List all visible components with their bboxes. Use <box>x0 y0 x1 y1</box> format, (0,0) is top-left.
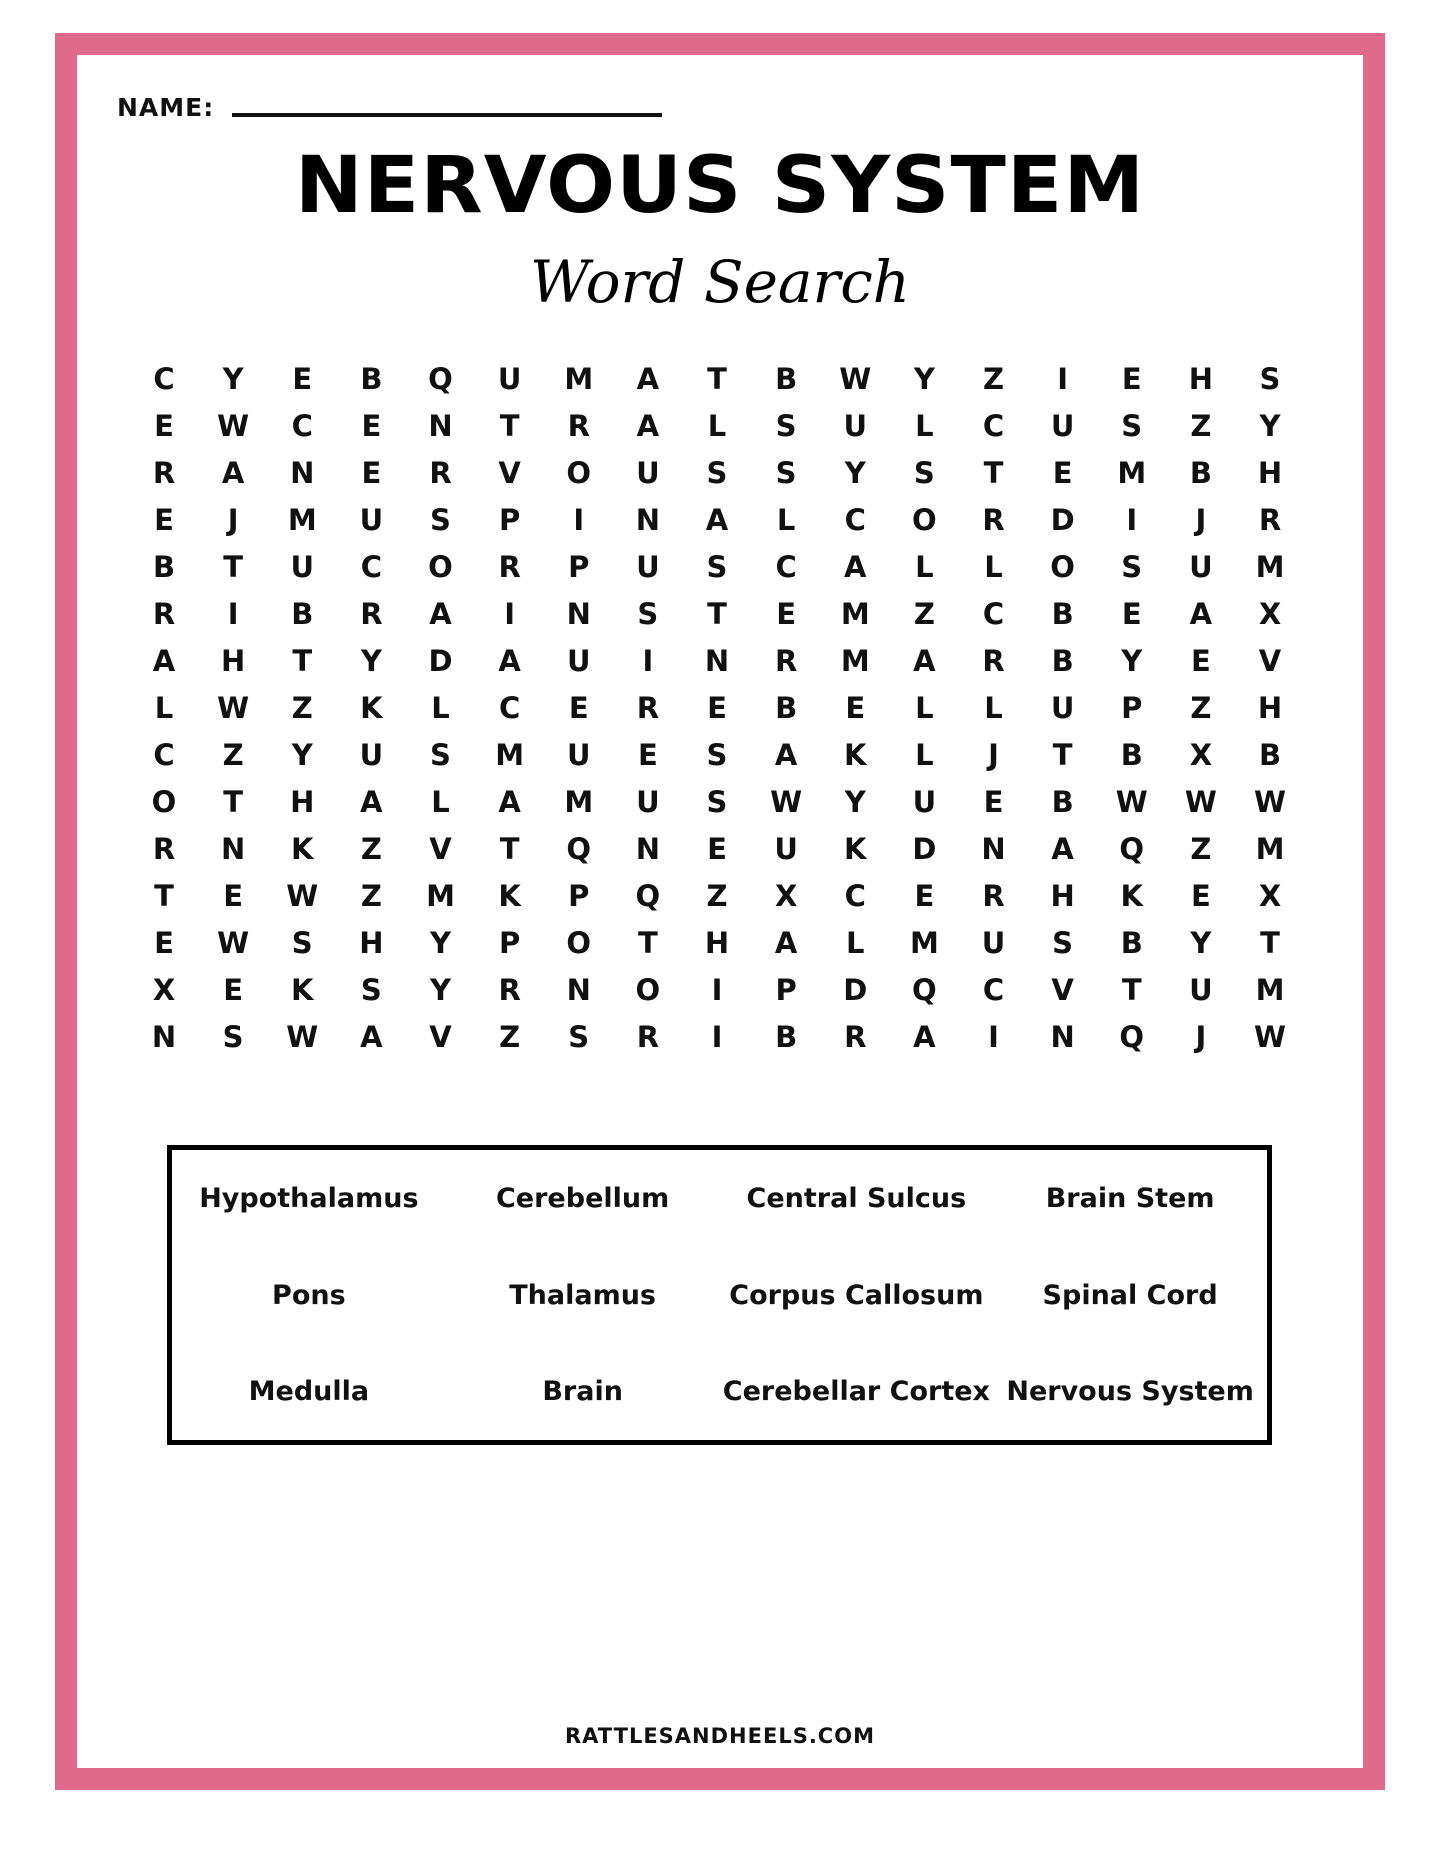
grid-letter[interactable]: S <box>706 784 728 819</box>
grid-letter[interactable]: I <box>573 502 585 537</box>
grid-letter[interactable]: Z <box>706 878 728 913</box>
grid-letter[interactable]: B <box>775 1019 798 1054</box>
grid-letter[interactable]: K <box>291 831 314 866</box>
grid-letter[interactable]: U <box>774 831 798 866</box>
grid-letter[interactable]: M <box>1117 455 1147 490</box>
grid-letter[interactable]: H <box>1188 361 1214 396</box>
grid-letter[interactable]: T <box>637 925 658 960</box>
grid-row <box>137 496 1297 543</box>
grid-letter[interactable]: C <box>153 737 175 772</box>
grid-letter[interactable]: S <box>706 455 728 490</box>
grid-letter[interactable]: L <box>846 925 865 960</box>
grid-letter[interactable]: Z <box>499 1019 521 1054</box>
grid-letter[interactable]: S <box>913 455 935 490</box>
grid-letter[interactable]: H <box>1050 878 1075 913</box>
grid-letter[interactable]: J <box>227 502 239 537</box>
grid-letter[interactable]: A <box>498 784 521 819</box>
grid-letter[interactable]: U <box>843 408 868 443</box>
grid-letter[interactable]: O <box>566 925 592 960</box>
grid-letter[interactable]: U <box>497 361 522 396</box>
grid-letter[interactable]: L <box>154 690 174 725</box>
grid-letter[interactable]: W <box>286 1019 319 1054</box>
grid-letter[interactable]: A <box>429 596 452 631</box>
grid-letter[interactable]: U <box>981 925 1006 960</box>
grid-letter[interactable]: Z <box>222 737 244 772</box>
grid-letter[interactable]: M <box>909 925 939 960</box>
grid-letter[interactable]: A <box>1189 596 1213 631</box>
grid-letter[interactable]: L <box>776 502 796 537</box>
word-list-item[interactable]: Central Sulcus <box>746 1182 967 1214</box>
word-list-item[interactable]: Cerebellar Cortex <box>722 1376 990 1408</box>
grid-letter[interactable]: W <box>217 925 250 960</box>
grid-letter[interactable]: N <box>981 831 1006 866</box>
grid-letter[interactable]: A <box>360 784 383 819</box>
grid-letter[interactable]: Z <box>1190 831 1212 866</box>
grid-letter[interactable]: I <box>711 1019 723 1054</box>
grid-letter[interactable]: E <box>1190 878 1211 913</box>
grid-letter[interactable]: H <box>359 925 384 960</box>
grid-letter[interactable]: M <box>495 737 525 772</box>
grid-letter[interactable]: Z <box>291 690 313 725</box>
grid-letter[interactable]: E <box>361 408 382 443</box>
grid-letter[interactable]: A <box>913 643 936 678</box>
grid-letter[interactable]: S <box>775 455 797 490</box>
grid-letter[interactable]: V <box>429 1019 452 1054</box>
grid-letter[interactable]: S <box>430 502 451 537</box>
grid-letter[interactable]: B <box>152 549 176 584</box>
grid-letter[interactable]: Y <box>913 361 935 396</box>
grid-row <box>137 966 1297 1013</box>
grid-letter[interactable]: P <box>568 878 590 913</box>
grid-letter[interactable]: R <box>498 549 521 584</box>
grid-letter[interactable]: D <box>912 831 937 866</box>
word-list-item[interactable]: Brain <box>542 1376 623 1408</box>
page-subtitle: Word Search <box>529 248 911 316</box>
grid-letter[interactable]: T <box>1052 737 1073 772</box>
grid-letter[interactable]: A <box>844 549 867 584</box>
grid-letter[interactable]: E <box>292 361 313 396</box>
grid-letter[interactable]: N <box>635 831 661 866</box>
grid-row <box>137 449 1297 496</box>
grid-letter[interactable]: R <box>844 1019 867 1054</box>
grid-letter[interactable]: K <box>844 737 867 772</box>
grid-letter[interactable]: Y <box>844 784 866 819</box>
grid-letter[interactable]: I <box>504 596 516 631</box>
grid-row <box>137 731 1297 778</box>
name-write-in-line[interactable] <box>232 113 662 117</box>
grid-letter[interactable]: S <box>222 1019 244 1054</box>
grid-letter[interactable]: E <box>568 690 589 725</box>
name-field-row <box>117 93 662 122</box>
grid-letter[interactable]: Z <box>913 596 935 631</box>
grid-letter[interactable]: P <box>568 549 590 584</box>
grid-letter[interactable]: E <box>914 878 935 913</box>
grid-letter[interactable]: Y <box>1121 643 1143 678</box>
grid-letter[interactable]: B <box>1051 784 1074 819</box>
grid-letter[interactable]: X <box>1258 596 1282 631</box>
grid-letter[interactable]: R <box>982 502 1005 537</box>
grid-row <box>137 355 1297 402</box>
grid-letter[interactable]: N <box>220 831 246 866</box>
grid-letter[interactable]: H <box>290 784 315 819</box>
grid-letter[interactable]: T <box>707 361 727 396</box>
grid-letter[interactable]: B <box>360 361 383 396</box>
grid-letter[interactable]: O <box>566 455 592 490</box>
grid-letter[interactable]: X <box>774 878 798 913</box>
footer-credit: RATTLESANDHEELS.COM <box>565 1724 875 1748</box>
grid-letter[interactable]: S <box>291 925 313 960</box>
grid-letter[interactable]: S <box>1121 549 1143 584</box>
word-list-item[interactable]: Cerebellum <box>495 1182 670 1214</box>
grid-letter[interactable]: T <box>499 408 520 443</box>
grid-letter[interactable]: T <box>223 549 244 584</box>
grid-letter[interactable]: A <box>1051 831 1074 866</box>
word-list-item[interactable]: Nervous System <box>1006 1376 1254 1408</box>
grid-letter[interactable]: I <box>988 1019 999 1054</box>
grid-letter[interactable]: W <box>770 784 803 819</box>
grid-letter[interactable]: A <box>152 643 176 678</box>
grid-letter[interactable]: B <box>1120 737 1143 772</box>
grid-letter[interactable]: U <box>359 502 384 537</box>
grid-letter[interactable]: R <box>152 831 176 866</box>
grid-letter[interactable]: U <box>636 455 660 490</box>
grid-letter[interactable]: V <box>1051 972 1074 1007</box>
grid-letter[interactable]: S <box>568 1019 590 1054</box>
grid-letter[interactable]: U <box>636 784 660 819</box>
grid-letter[interactable]: T <box>499 831 520 866</box>
grid-letter[interactable]: K <box>360 690 383 725</box>
grid-letter[interactable]: E <box>845 690 866 725</box>
word-list-item[interactable]: Pons <box>272 1279 346 1311</box>
grid-letter[interactable]: B <box>1189 455 1212 490</box>
grid-letter[interactable]: R <box>982 878 1005 913</box>
grid-letter[interactable]: P <box>498 925 521 960</box>
grid-letter[interactable]: R <box>567 408 590 443</box>
word-list-item[interactable]: Brain Stem <box>1045 1182 1215 1214</box>
grid-letter[interactable]: M <box>564 784 594 819</box>
grid-letter[interactable]: K <box>844 831 867 866</box>
grid-letter[interactable]: U <box>1050 408 1075 443</box>
grid-letter[interactable]: E <box>707 690 727 725</box>
grid-letter[interactable]: W <box>839 361 872 396</box>
grid-letter[interactable]: E <box>707 831 727 866</box>
grid-letter[interactable]: K <box>291 972 314 1007</box>
grid-letter[interactable]: R <box>636 1019 660 1054</box>
grid-letter[interactable]: A <box>913 1019 936 1054</box>
grid-letter[interactable]: Y <box>430 972 451 1007</box>
name-label: NAME: <box>117 93 215 122</box>
grid-letter[interactable]: D <box>843 972 868 1007</box>
grid-letter[interactable]: H <box>220 643 246 678</box>
grid-letter[interactable]: Y <box>222 361 244 396</box>
grid-letter[interactable]: Z <box>360 878 382 913</box>
grid-letter[interactable]: H <box>1257 690 1283 725</box>
grid-letter[interactable]: Q <box>635 878 661 913</box>
grid-letter[interactable]: S <box>1121 408 1143 443</box>
grid-letter[interactable]: D <box>428 643 453 678</box>
grid-letter[interactable]: Y <box>430 925 451 960</box>
grid-letter[interactable]: S <box>1259 361 1281 396</box>
grid-letter[interactable]: I <box>227 596 239 631</box>
grid-letter[interactable]: A <box>498 643 521 678</box>
grid-letter[interactable]: W <box>1254 784 1286 819</box>
grid-letter[interactable]: I <box>1126 502 1138 537</box>
grid-letter[interactable]: M <box>564 361 594 396</box>
grid-letter[interactable]: L <box>984 549 1003 584</box>
grid-letter[interactable]: W <box>217 690 250 725</box>
grid-letter[interactable]: B <box>775 690 798 725</box>
grid-letter[interactable]: B <box>1120 925 1143 960</box>
grid-letter[interactable]: A <box>774 737 798 772</box>
grid-letter[interactable]: N <box>566 596 591 631</box>
grid-letter[interactable]: S <box>637 596 659 631</box>
grid-letter[interactable]: X <box>1258 878 1282 913</box>
grid-letter[interactable]: Y <box>844 455 866 490</box>
grid-letter[interactable]: A <box>705 502 729 537</box>
grid-letter[interactable]: Z <box>1190 408 1212 443</box>
word-list-item[interactable]: Thalamus <box>509 1279 656 1311</box>
grid-letter[interactable]: P <box>1121 690 1143 725</box>
grid-letter[interactable]: T <box>154 878 174 913</box>
grid-letter[interactable]: J <box>1195 1019 1207 1054</box>
grid-letter[interactable]: C <box>291 408 313 443</box>
grid-letter[interactable]: N <box>566 972 591 1007</box>
grid-letter[interactable]: A <box>636 408 660 443</box>
grid-letter[interactable]: S <box>360 972 382 1007</box>
grid-letter[interactable]: O <box>1050 549 1075 584</box>
grid-letter[interactable]: N <box>1050 1019 1075 1054</box>
grid-letter[interactable]: Q <box>428 361 453 396</box>
grid-letter[interactable]: R <box>152 596 176 631</box>
grid-letter[interactable]: C <box>844 878 866 913</box>
grid-letter[interactable]: R <box>982 643 1005 678</box>
grid-row <box>137 825 1297 872</box>
grid-letter[interactable]: A <box>360 1019 383 1054</box>
grid-letter[interactable]: C <box>982 596 1005 631</box>
grid-letter[interactable]: T <box>983 455 1004 490</box>
grid-letter[interactable]: U <box>566 737 591 772</box>
grid-letter[interactable]: R <box>636 690 660 725</box>
grid-letter[interactable]: L <box>431 784 450 819</box>
grid-letter[interactable]: E <box>637 737 658 772</box>
grid-letter[interactable]: N <box>428 408 453 443</box>
grid-letter[interactable]: Z <box>1190 690 1212 725</box>
grid-letter[interactable]: Y <box>1259 408 1281 443</box>
grid-letter[interactable]: Q <box>566 831 592 866</box>
grid-letter[interactable]: W <box>217 408 250 443</box>
grid-letter[interactable]: D <box>1050 502 1075 537</box>
grid-letter[interactable]: R <box>152 455 176 490</box>
grid-letter[interactable]: K <box>498 878 521 913</box>
grid-letter[interactable]: W <box>1184 784 1217 819</box>
grid-letter[interactable]: V <box>429 831 452 866</box>
grid-row <box>137 684 1297 731</box>
grid-letter[interactable]: O <box>151 784 177 819</box>
grid-letter[interactable]: S <box>430 737 451 772</box>
grid-letter[interactable]: S <box>706 737 728 772</box>
grid-letter[interactable]: H <box>704 925 730 960</box>
grid-letter[interactable]: Y <box>360 643 382 678</box>
word-search-grid[interactable] <box>137 355 1297 1060</box>
grid-letter[interactable]: A <box>636 361 660 396</box>
grid-letter[interactable]: C <box>360 549 383 584</box>
grid-letter[interactable]: V <box>1258 643 1282 678</box>
grid-letter[interactable]: C <box>153 361 175 396</box>
grid-letter[interactable]: I <box>711 972 723 1007</box>
grid-letter[interactable]: I <box>642 643 654 678</box>
grid-letter[interactable]: C <box>982 408 1005 443</box>
grid-letter[interactable]: I <box>1057 361 1069 396</box>
grid-letter[interactable]: E <box>1190 643 1211 678</box>
grid-letter[interactable]: A <box>221 455 245 490</box>
grid-letter[interactable]: Y <box>291 737 313 772</box>
grid-letter[interactable]: U <box>290 549 315 584</box>
grid-letter[interactable]: X <box>1189 737 1213 772</box>
grid-row <box>137 872 1297 919</box>
grid-letter[interactable]: R <box>498 972 521 1007</box>
grid-letter[interactable]: O <box>635 972 661 1007</box>
grid-letter[interactable]: M <box>287 502 317 537</box>
grid-letter[interactable]: W <box>1115 784 1148 819</box>
grid-letter[interactable]: M <box>840 596 870 631</box>
word-list-item[interactable]: Corpus Callosum <box>729 1279 984 1311</box>
grid-letter[interactable]: L <box>915 737 934 772</box>
grid-row <box>137 778 1297 825</box>
grid-letter[interactable]: S <box>706 549 728 584</box>
grid-letter[interactable]: S <box>1052 925 1074 960</box>
grid-letter[interactable]: Z <box>982 361 1005 396</box>
grid-letter[interactable]: R <box>429 455 452 490</box>
grid-letter[interactable]: U <box>1189 549 1213 584</box>
grid-letter[interactable]: W <box>1254 1019 1286 1054</box>
grid-letter[interactable]: M <box>840 643 870 678</box>
word-list-box <box>167 1145 1272 1445</box>
grid-letter[interactable]: L <box>915 549 934 584</box>
grid-letter[interactable]: E <box>983 784 1004 819</box>
grid-row <box>137 919 1297 966</box>
grid-letter[interactable]: T <box>292 643 313 678</box>
grid-letter[interactable]: Y <box>1190 925 1212 960</box>
grid-letter[interactable]: U <box>1050 690 1075 725</box>
grid-letter[interactable]: E <box>154 408 174 443</box>
grid-letter[interactable]: E <box>223 878 244 913</box>
grid-letter[interactable]: B <box>1051 643 1074 678</box>
grid-letter[interactable]: O <box>912 502 937 537</box>
grid-letter[interactable]: R <box>774 643 798 678</box>
grid-letter[interactable]: T <box>223 784 244 819</box>
grid-letter[interactable]: S <box>775 408 797 443</box>
grid-letter[interactable]: N <box>635 502 661 537</box>
grid-letter[interactable]: Q <box>1119 831 1145 866</box>
grid-row <box>137 1013 1297 1060</box>
grid-letter[interactable]: M <box>1255 831 1285 866</box>
word-list-row <box>172 1247 1267 1344</box>
word-list-row <box>172 1343 1267 1440</box>
grid-letter[interactable]: E <box>776 596 797 631</box>
grid-letter[interactable]: E <box>223 972 244 1007</box>
grid-letter[interactable]: B <box>1051 596 1074 631</box>
grid-letter[interactable]: A <box>774 925 798 960</box>
grid-row <box>137 637 1297 684</box>
grid-letter[interactable]: U <box>359 737 384 772</box>
grid-letter[interactable]: U <box>636 549 660 584</box>
grid-letter[interactable]: E <box>154 925 174 960</box>
word-list-item[interactable]: Medulla <box>248 1376 370 1408</box>
grid-letter[interactable]: W <box>286 878 319 913</box>
grid-letter[interactable]: N <box>290 455 315 490</box>
grid-letter[interactable]: P <box>775 972 797 1007</box>
grid-letter[interactable]: V <box>498 455 521 490</box>
grid-letter[interactable]: L <box>707 408 727 443</box>
grid-letter[interactable]: Q <box>912 972 937 1007</box>
grid-letter[interactable]: L <box>984 690 1003 725</box>
grid-letter[interactable]: C <box>844 502 866 537</box>
page-title: NERVOUS SYSTEM <box>294 141 1146 231</box>
grid-letter[interactable]: T <box>707 596 727 631</box>
grid-letter[interactable]: N <box>704 643 730 678</box>
grid-letter[interactable]: L <box>915 408 934 443</box>
grid-letter[interactable]: U <box>912 784 937 819</box>
grid-letter[interactable]: J <box>988 737 999 772</box>
grid-letter[interactable]: E <box>1052 455 1073 490</box>
grid-letter[interactable]: J <box>1195 502 1207 537</box>
grid-letter[interactable]: R <box>1258 502 1282 537</box>
grid-letter[interactable]: U <box>566 643 591 678</box>
grid-letter[interactable]: C <box>498 690 521 725</box>
word-list-row <box>172 1150 1267 1247</box>
grid-letter[interactable]: B <box>775 361 798 396</box>
grid-letter[interactable]: P <box>498 502 521 537</box>
grid-row <box>137 402 1297 449</box>
grid-letter[interactable]: C <box>982 972 1005 1007</box>
grid-letter[interactable]: T <box>1260 925 1280 960</box>
grid-letter[interactable]: L <box>915 690 934 725</box>
grid-row <box>137 590 1297 637</box>
grid-letter[interactable]: Z <box>360 831 382 866</box>
word-list-item[interactable]: Hypothalamus <box>199 1182 419 1214</box>
grid-letter[interactable]: R <box>360 596 383 631</box>
grid-letter[interactable]: K <box>1120 878 1143 913</box>
grid-letter[interactable]: H <box>1257 455 1283 490</box>
worksheet-content <box>77 55 1363 1768</box>
grid-letter[interactable]: E <box>154 502 174 537</box>
grid-letter[interactable]: M <box>1255 549 1285 584</box>
grid-letter[interactable]: B <box>291 596 314 631</box>
grid-letter[interactable]: E <box>361 455 382 490</box>
grid-letter[interactable]: B <box>1258 737 1282 772</box>
grid-letter[interactable]: E <box>1121 361 1142 396</box>
grid-letter[interactable]: M <box>426 878 455 913</box>
grid-letter[interactable]: O <box>428 549 453 584</box>
grid-row <box>137 543 1297 590</box>
grid-letter[interactable]: X <box>152 972 176 1007</box>
grid-letter[interactable]: C <box>775 549 797 584</box>
grid-letter[interactable]: E <box>1121 596 1142 631</box>
grid-letter[interactable]: L <box>431 690 450 725</box>
grid-letter[interactable]: T <box>1121 972 1142 1007</box>
word-list-item[interactable]: Spinal Cord <box>1042 1279 1218 1311</box>
grid-letter[interactable]: M <box>1255 972 1285 1007</box>
grid-letter[interactable]: N <box>151 1019 177 1054</box>
grid-letter[interactable]: Q <box>1119 1019 1145 1054</box>
grid-letter[interactable]: U <box>1189 972 1213 1007</box>
